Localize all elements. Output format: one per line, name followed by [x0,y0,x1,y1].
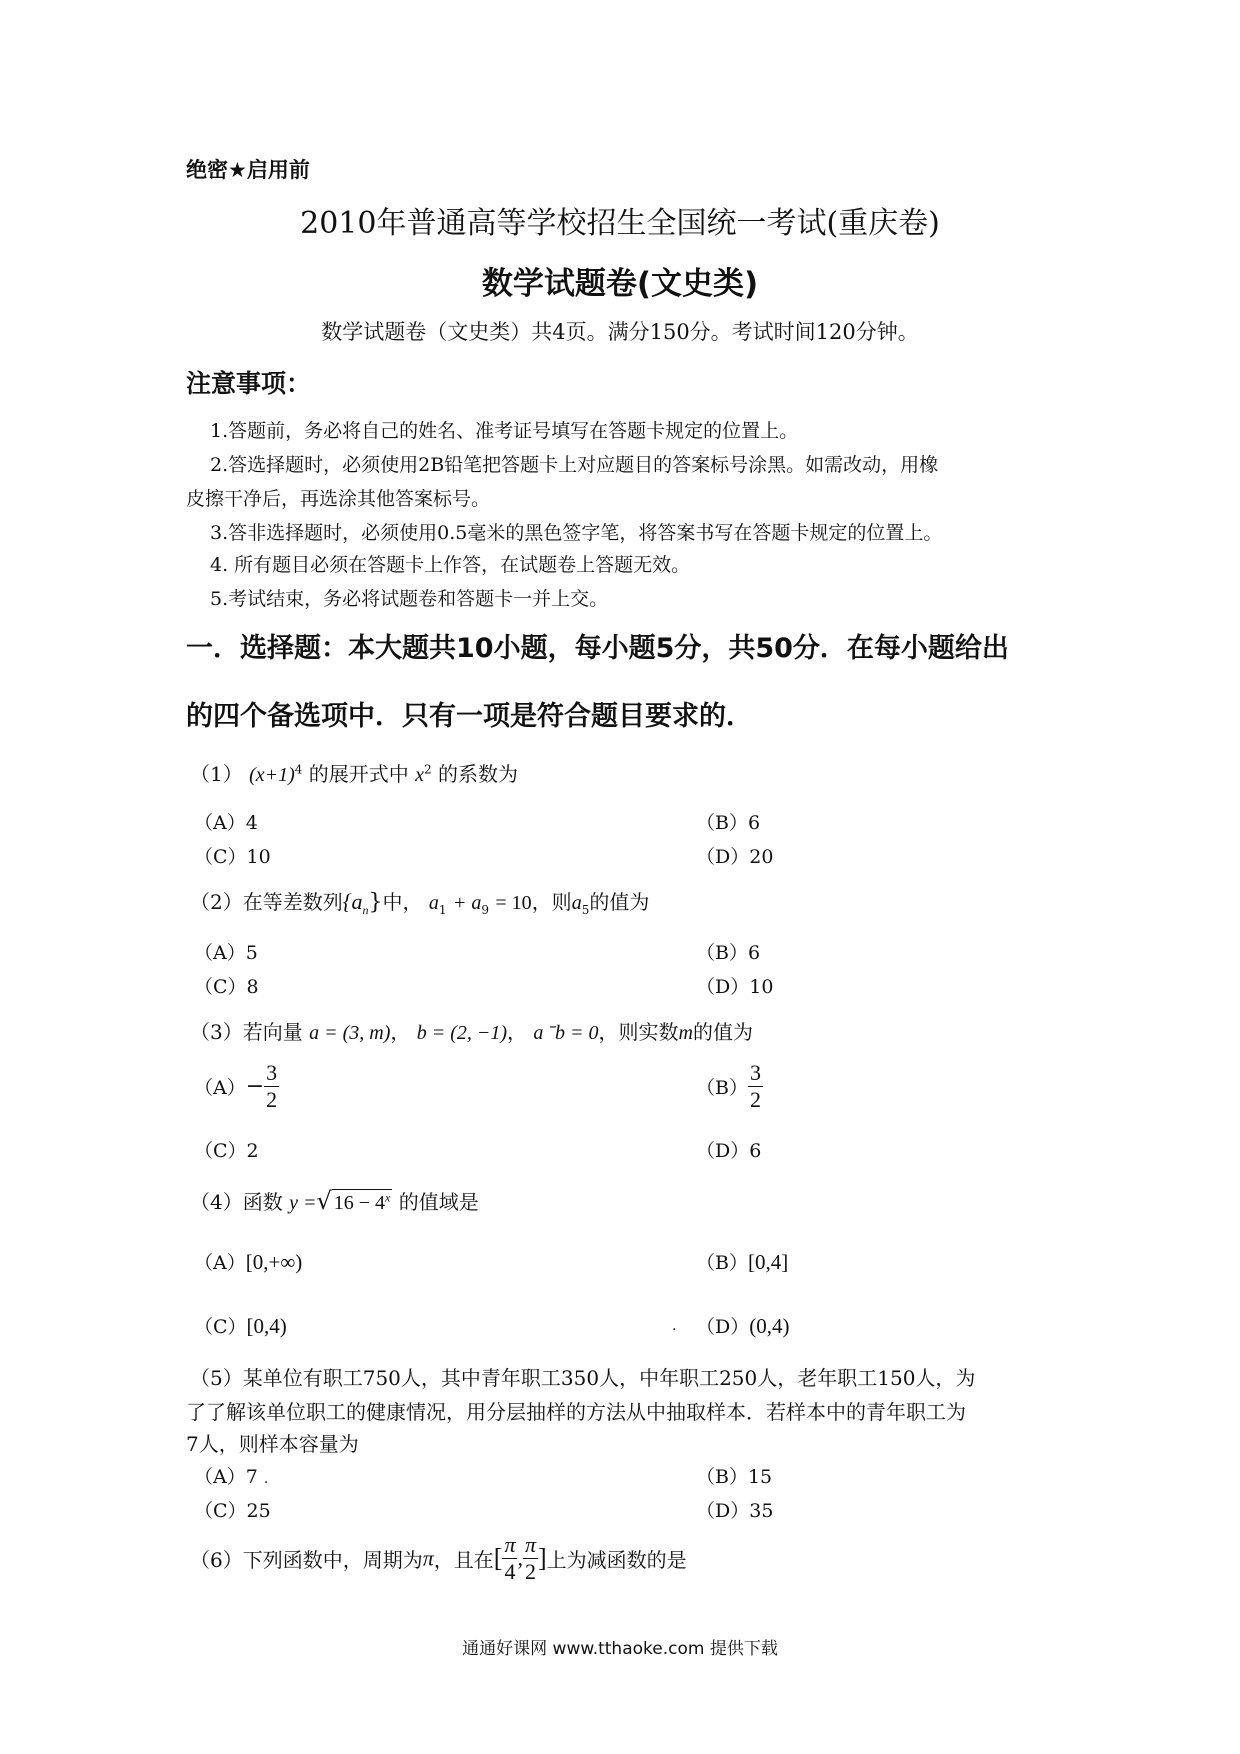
option-label: （D） [696,1316,750,1338]
math-fraction [502,1534,517,1583]
note-item: 5.考试结束，务必将试题卷和答题卡一并上交。 [210,588,609,610]
fraction-denominator: 2 [266,1087,278,1112]
question-number: （4） [190,1190,243,1214]
math-var: a [428,892,439,914]
question-text: 若向量 [242,1020,303,1044]
question-5-line3: 7人，则样本容量为 [186,1432,359,1456]
option-value: [0,4] [747,1250,789,1274]
option-a [194,1462,268,1489]
fraction-denominator: 4 [504,1559,516,1584]
option-c: （C）8 [194,976,259,998]
option-b: （B）6 [696,942,761,964]
radicand-text: 16 − 4 [333,1192,386,1214]
note-item: 4. 所有题目必须在答题卡上作答，在试题卷上答题无效。 [210,554,691,576]
question-number: （2） [190,890,243,914]
math-var: a [571,892,582,914]
option-c [194,1312,287,1339]
question-number: （3） [190,1020,243,1044]
math-value: = 10 [495,892,532,914]
paper-info: 数学试题卷（文史类）共4页。满分150分。考试时间120分钟。 [321,320,919,344]
math-fraction [748,1062,763,1111]
notes-heading: 注意事项： [186,369,312,398]
option-b: （B）15 [696,1466,773,1488]
option-a: （A）5 [194,942,258,964]
section-heading-line2: 的四个备选项中．只有一项是符合题目要求的． [186,701,753,732]
math-var: + a [452,892,482,914]
question-3 [190,1016,753,1045]
question-4 [190,1186,479,1215]
note-item: 3.答非选择题时，必须使用0.5毫米的黑色签字笔，将答案书写在答题卡规定的位置上。 [210,522,943,544]
question-2 [190,886,649,918]
question-text: ，则 [531,890,572,914]
math-exp: 4 [294,762,303,777]
secret-label: 绝密★启用前 [186,158,310,182]
option-label: （B） [696,1252,748,1274]
question-text: 上为减函数的是 [546,1548,687,1572]
math-dot-product: a ˉb = 0 [533,1022,599,1044]
math-vector-b: b = (2, −1) [416,1022,508,1044]
question-text: 的展开式中 [308,762,409,786]
stray-dot: . [263,1471,269,1487]
option-value: (0,4) [749,1314,790,1338]
math-seq: {a [342,889,363,914]
option-a [194,1248,302,1275]
math-pi: π [422,1545,434,1571]
math-vector-a: a = (3, m) [309,1022,391,1044]
option-d: （D）10 [696,976,774,998]
note-item: 2.答选择题时，必须使用2B铅笔把答题卡上对应题目的答案标号涂黑。如需改动，用橡 [210,454,939,476]
question-text: 函数 [242,1190,283,1214]
option-d: （D）35 [696,1500,774,1522]
math-expr: (x+1) [249,764,295,786]
math-sub: n [362,903,369,917]
question-text: 中， [382,890,423,914]
comma: , [517,1545,523,1571]
question-text: 的值为 [693,1020,753,1044]
math-var: x [415,764,425,786]
question-1 [190,758,518,787]
sqrt-icon: √ [316,1187,332,1215]
math-sub: 5 [581,903,590,917]
stray-dot: . [672,1318,677,1334]
option-label: （B） [696,1077,748,1099]
math-fraction [523,1534,538,1583]
option-b [696,1062,763,1111]
separator: ， [507,1020,528,1044]
option-b: （B）6 [696,812,761,834]
option-a [194,1062,279,1111]
question-text: ，则实数 [598,1020,679,1044]
question-6 [190,1534,687,1583]
bracket-right: ] [538,1543,547,1573]
math-var: m [678,1022,693,1044]
paper-title: 数学试题卷(文史类) [481,266,759,302]
footer: 通通好课网 www.tthaoke.com 提供下载 [462,1639,778,1659]
note-item: 皮擦干净后，再选涂其他答案标号。 [186,488,491,510]
math-exp: 2 [424,762,432,777]
math-sub: 9 [481,903,490,917]
question-5-line1: （5）某单位有职工750人，其中青年职工350人，中年职工250人，老年职工150人，为 [190,1366,976,1390]
question-text: 的值域是 [398,1190,479,1214]
fraction-numerator: 3 [266,1060,278,1085]
fraction-numerator: π [524,1532,536,1557]
math-radicand [332,1189,393,1214]
fraction-numerator: 3 [749,1060,761,1085]
option-label: （A） [194,1077,246,1099]
math-sub: 1 [438,903,447,917]
math-sign: − [245,1074,265,1099]
option-c: （C）2 [194,1140,259,1162]
math-var: y = [289,1192,317,1214]
note-item: 1.答题前，务必将自己的姓名、准考证号填写在答题卡规定的位置上。 [210,420,799,442]
question-text: 下列函数中，周期为 [242,1548,423,1572]
bracket-left: [ [493,1543,503,1573]
question-text: 的系数为 [438,762,519,786]
option-label: （A） [194,1252,246,1274]
math-seq-close: } [368,890,383,915]
option-label: （C） [194,1316,247,1338]
separator: ， [390,1020,411,1044]
option-text: （A）7 [194,1466,258,1488]
option-d [696,1312,789,1339]
option-a: （A）4 [194,812,258,834]
fraction-denominator: 2 [524,1559,536,1584]
math-fraction [264,1062,279,1111]
exam-title: 2010年普通高等学校招生全国统一考试(重庆卷) [300,206,940,241]
fraction-denominator: 2 [749,1087,761,1112]
option-d: （D）20 [696,846,774,868]
question-text: 在等差数列 [242,890,343,914]
option-value: [0,4) [246,1314,287,1338]
section-heading-line1: 一．选择题：本大题共10小题，每小题5分，共50分．在每小题给出 [186,633,1009,664]
fraction-numerator: π [504,1532,516,1557]
question-text: ，且在 [433,1548,494,1572]
option-b [696,1248,788,1275]
option-value: [0,+∞) [245,1250,303,1274]
question-number: （6） [190,1548,243,1572]
question-5-line2: 了了解该单位职工的健康情况，用分层抽样的方法从中抽取样本．若样本中的青年职工为 [186,1400,966,1424]
math-exp: x [385,1190,391,1205]
question-number: （1） [190,762,243,786]
option-c: （C）10 [194,846,271,868]
option-d: （D）6 [696,1140,762,1162]
question-text: 的值为 [589,890,650,914]
option-c: （C）25 [194,1500,271,1522]
